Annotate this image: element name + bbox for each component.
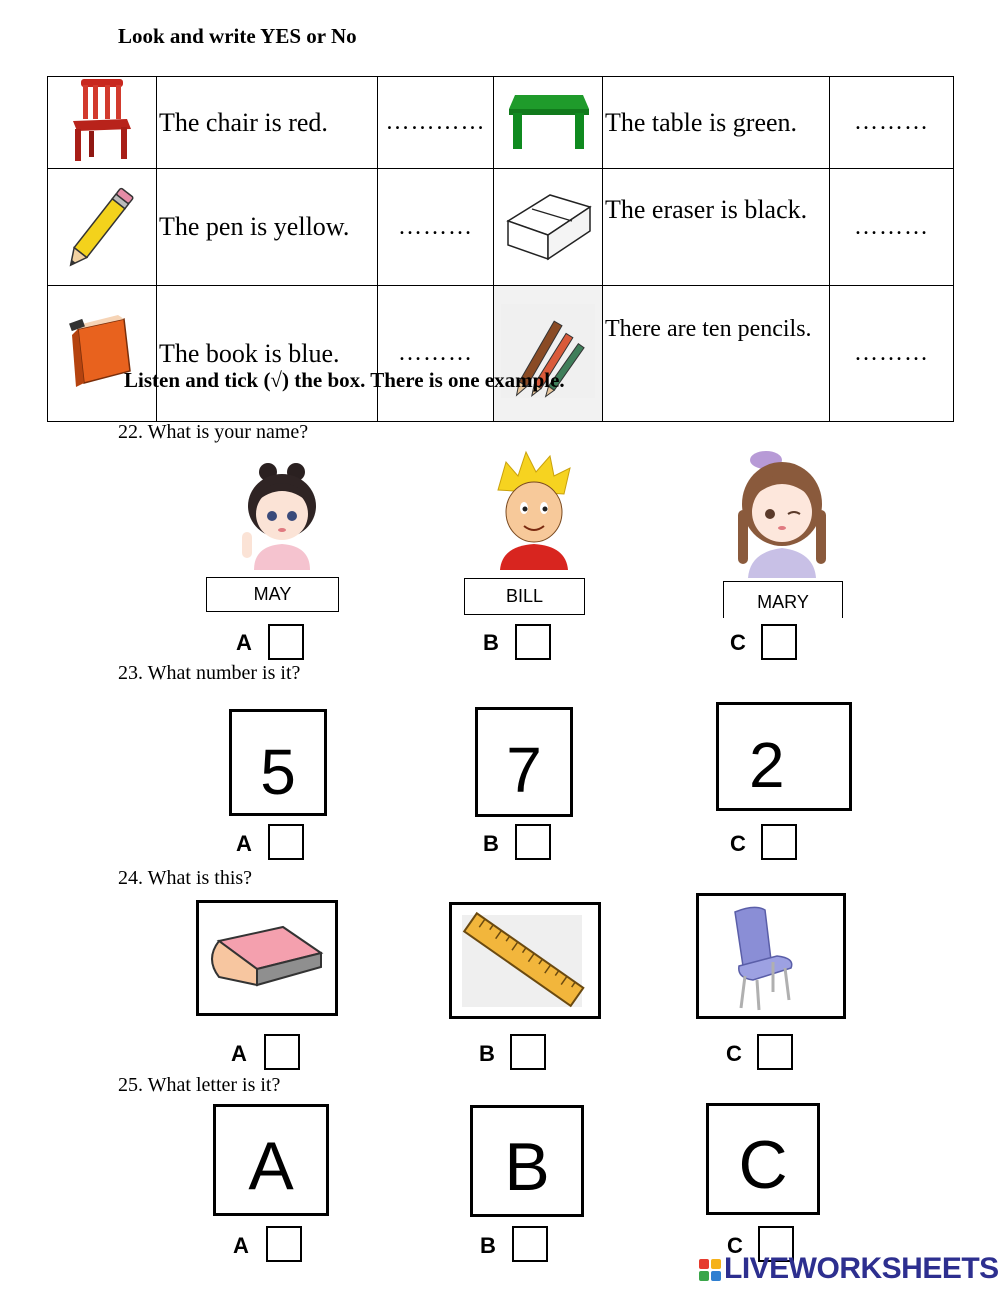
- table-row: [48, 169, 954, 286]
- name-label-mary: MARY: [723, 581, 843, 618]
- answer-blank[interactable]: ………: [830, 169, 954, 286]
- answer-blank[interactable]: ………: [378, 169, 494, 286]
- option-letter: B: [483, 831, 499, 856]
- logo-blocks-icon: [698, 1258, 724, 1282]
- letter-card-c: C: [706, 1103, 820, 1215]
- answer-blank[interactable]: …………: [378, 77, 494, 169]
- option-letter: B: [483, 630, 499, 655]
- tick-box-25a[interactable]: [266, 1226, 302, 1262]
- orange-book-icon: [48, 286, 157, 422]
- statement-text: The eraser is black.: [603, 169, 830, 286]
- chair-icon: [696, 893, 846, 1019]
- statement-text: The pen is yellow.: [157, 169, 378, 286]
- statement-text: The book is blue.: [157, 286, 378, 422]
- number-card-5: 5: [229, 709, 327, 816]
- answer-blank[interactable]: ………: [830, 286, 954, 422]
- option-letter: A: [233, 1233, 249, 1258]
- pencils-icon: [494, 286, 603, 422]
- table-row: [48, 286, 954, 422]
- name-label-bill: BILL: [464, 578, 585, 615]
- option-letter: A: [236, 630, 252, 655]
- section-title-listen-tick: Listen and tick (√) the box. There is one example.: [124, 368, 565, 392]
- name-label-may: MAY: [206, 577, 339, 612]
- option-letter: B: [479, 1041, 495, 1066]
- answer-blank[interactable]: ………: [378, 286, 494, 422]
- question-23-text: 23. What number is it?: [118, 662, 301, 684]
- number-card-2: 2: [716, 702, 852, 811]
- green-table-icon: [494, 77, 603, 169]
- letter-card-a: A: [213, 1104, 329, 1216]
- option-letter: B: [480, 1233, 496, 1258]
- tick-box-24c[interactable]: [757, 1034, 793, 1070]
- tick-box-22a[interactable]: [268, 624, 304, 660]
- question-25-text: 25. What letter is it?: [118, 1074, 281, 1096]
- eraser-icon: [494, 169, 603, 286]
- statement-text: There are ten pencils.: [603, 286, 830, 422]
- option-letter: A: [236, 831, 252, 856]
- answer-blank[interactable]: ………: [830, 77, 954, 169]
- tick-box-22b[interactable]: [515, 624, 551, 660]
- tick-box-22c[interactable]: [761, 624, 797, 660]
- brand-name: LIVEWORKSHEETS: [724, 1252, 999, 1285]
- option-letter: A: [231, 1041, 247, 1066]
- section-title-look-write: Look and write YES or No: [118, 24, 357, 48]
- girl-mary-image: [726, 448, 838, 583]
- tick-box-24a[interactable]: [264, 1034, 300, 1070]
- option-letter: C: [726, 1041, 742, 1066]
- table-row: [48, 77, 954, 169]
- question-22-text: 22. What is your name?: [118, 421, 309, 443]
- liveworksheets-logo: [698, 1252, 999, 1286]
- girl-may-image: [240, 462, 324, 575]
- option-letter: C: [727, 1233, 743, 1258]
- tick-box-25b[interactable]: [512, 1226, 548, 1262]
- option-letter: C: [730, 630, 746, 655]
- letter-card-b: B: [470, 1105, 584, 1217]
- statement-text: The table is green.: [603, 77, 830, 169]
- number-card-7: 7: [475, 707, 573, 817]
- pencil-icon: [48, 169, 157, 286]
- ruler-icon: [449, 902, 601, 1019]
- question-24-text: 24. What is this?: [118, 867, 253, 889]
- option-letter: C: [730, 831, 746, 856]
- tick-box-23b[interactable]: [515, 824, 551, 860]
- boy-bill-image: [492, 450, 574, 575]
- tick-box-23c[interactable]: [761, 824, 797, 860]
- red-chair-icon: [48, 77, 157, 169]
- tick-box-24b[interactable]: [510, 1034, 546, 1070]
- book-icon: [196, 900, 338, 1016]
- tick-box-23a[interactable]: [268, 824, 304, 860]
- statement-text: The chair is red.: [157, 77, 378, 169]
